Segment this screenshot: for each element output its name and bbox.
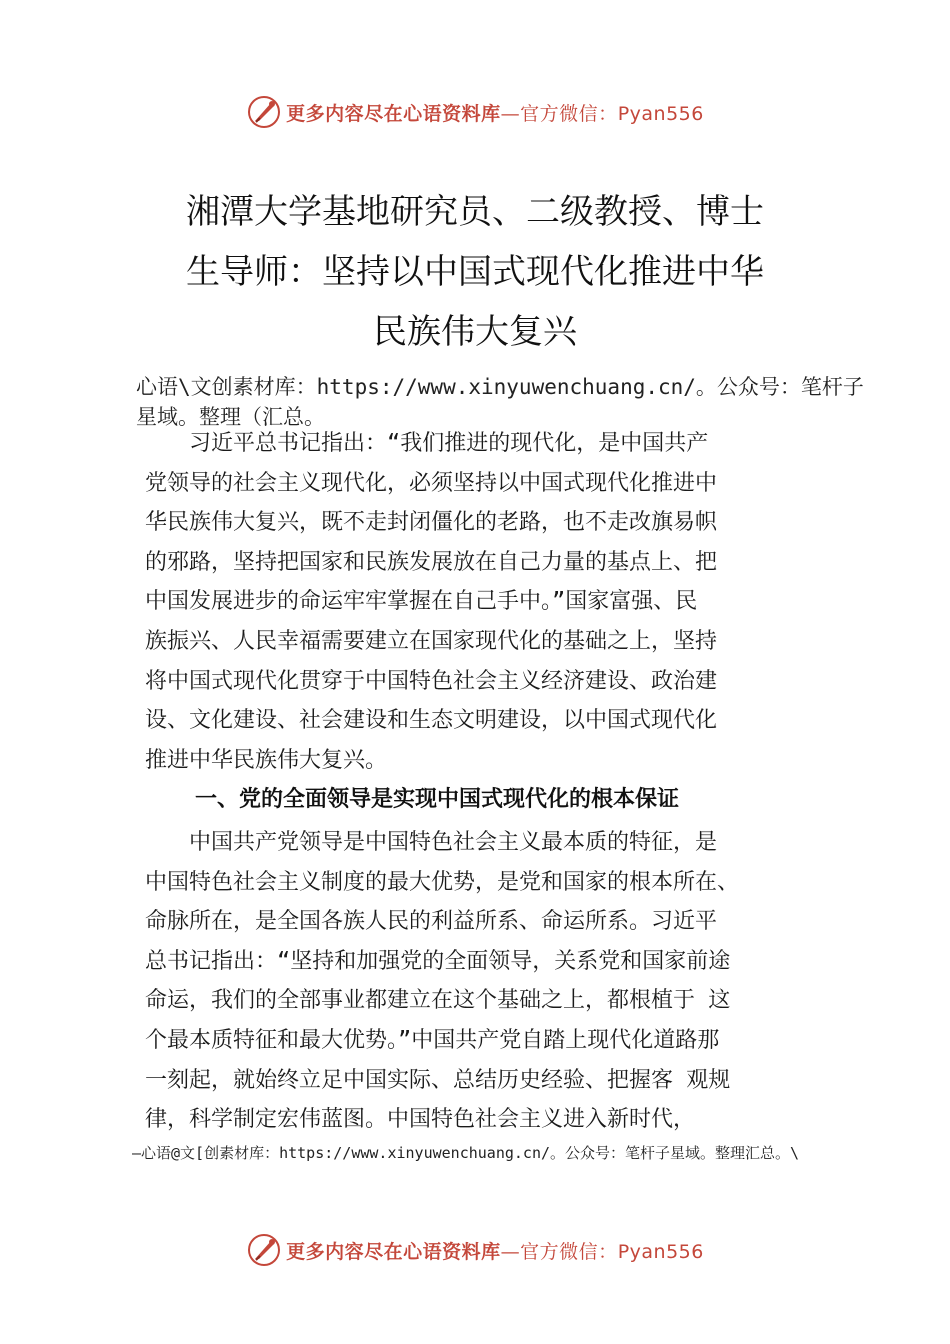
paragraph-section1	[145, 823, 815, 1140]
text-line: 个最本质特征和最大优势。”中国共产党自踏上现代化道路那	[145, 1027, 720, 1053]
banner-text	[286, 99, 704, 126]
paragraph-intro	[145, 424, 815, 780]
banner-label: 官方微信：	[520, 102, 618, 125]
banner-dash: —	[500, 102, 521, 125]
footer-banner	[0, 1230, 950, 1270]
text-line: 习近平总书记指出：“我们推进的现代化，是中国共产	[145, 431, 709, 456]
page-title	[150, 182, 800, 362]
banner-label: 官方微信：	[520, 1240, 618, 1263]
text-line: 命运，我们的全部事业都建立在这个基础之上，都根植于 这	[145, 988, 731, 1014]
footer-note: —心语@文[创素材库：https://www.xinyuwenchuang.cn/。公众号：笔杆子星域。整理汇总。\	[132, 1144, 800, 1162]
text-line: 华民族伟大复兴，既不走封闭僵化的老路，也不走改旗易帜	[145, 510, 718, 536]
quill-logo-icon	[246, 94, 282, 130]
text-line: 律，科学制定宏伟蓝图。中国特色社会主义进入新时代，	[145, 1107, 696, 1133]
banner-wechat-id: Pyan556	[617, 102, 704, 125]
text-line: 推进中华民族伟大复兴。	[145, 747, 388, 773]
section-heading: 一、党的全面领导是实现中国式现代化的根本保证	[195, 787, 680, 812]
banner-main: 更多内容尽在心语资料库	[286, 1240, 501, 1263]
banner-dash: —	[500, 1240, 521, 1263]
title-line: 湘潭大学基地研究员、二级教授、博士	[186, 192, 764, 232]
text-line: 命脉所在，是全国各族人民的利益所系、命运所系。习近平	[145, 909, 718, 935]
text-line: 一刻起，就始终立足中国实际、总结历史经验、把握客 观规	[145, 1067, 731, 1093]
text-line: 党领导的社会主义现代化，必须坚持以中国式现代化推进中	[145, 470, 718, 496]
banner-main: 更多内容尽在心语资料库	[286, 102, 501, 125]
text-line: 中国发展进步的命运牢牢掌握在自己手中。”国家富强、民	[145, 589, 698, 615]
text-line: 族振兴、人民幸福需要建立在国家现代化的基础之上，坚持	[145, 628, 718, 654]
text-line: 中国特色社会主义制度的最大优势，是党和国家的根本所在、	[145, 869, 740, 895]
banner-text	[286, 1237, 704, 1264]
text-line: 将中国式现代化贯穿于中国特色社会主义经济建设、政治建	[145, 668, 718, 694]
banner-wechat-id: Pyan556	[617, 1240, 704, 1263]
text-line: 设、文化建设、社会建设和生态文明建设，以中国式现代化	[145, 708, 718, 734]
header-banner	[0, 92, 950, 132]
title-line: 生导师：坚持以中国式现代化推进中华	[186, 252, 764, 292]
text-line: 总书记指出：“坚持和加强党的全面领导，关系党和国家前途	[145, 948, 731, 974]
source-note: 心语\文创素材库：https://www.xinyuwenchuang.cn/。公众号：笔杆子星域。整理（汇总。	[136, 375, 864, 429]
quill-logo-icon	[246, 1232, 282, 1268]
title-line: 民族伟大复兴	[373, 312, 577, 352]
text-line: 的邪路，坚持把国家和民族发展放在自己力量的基点上、把	[145, 549, 718, 575]
text-line: 中国共产党领导是中国特色社会主义最本质的特征，是	[145, 830, 718, 855]
